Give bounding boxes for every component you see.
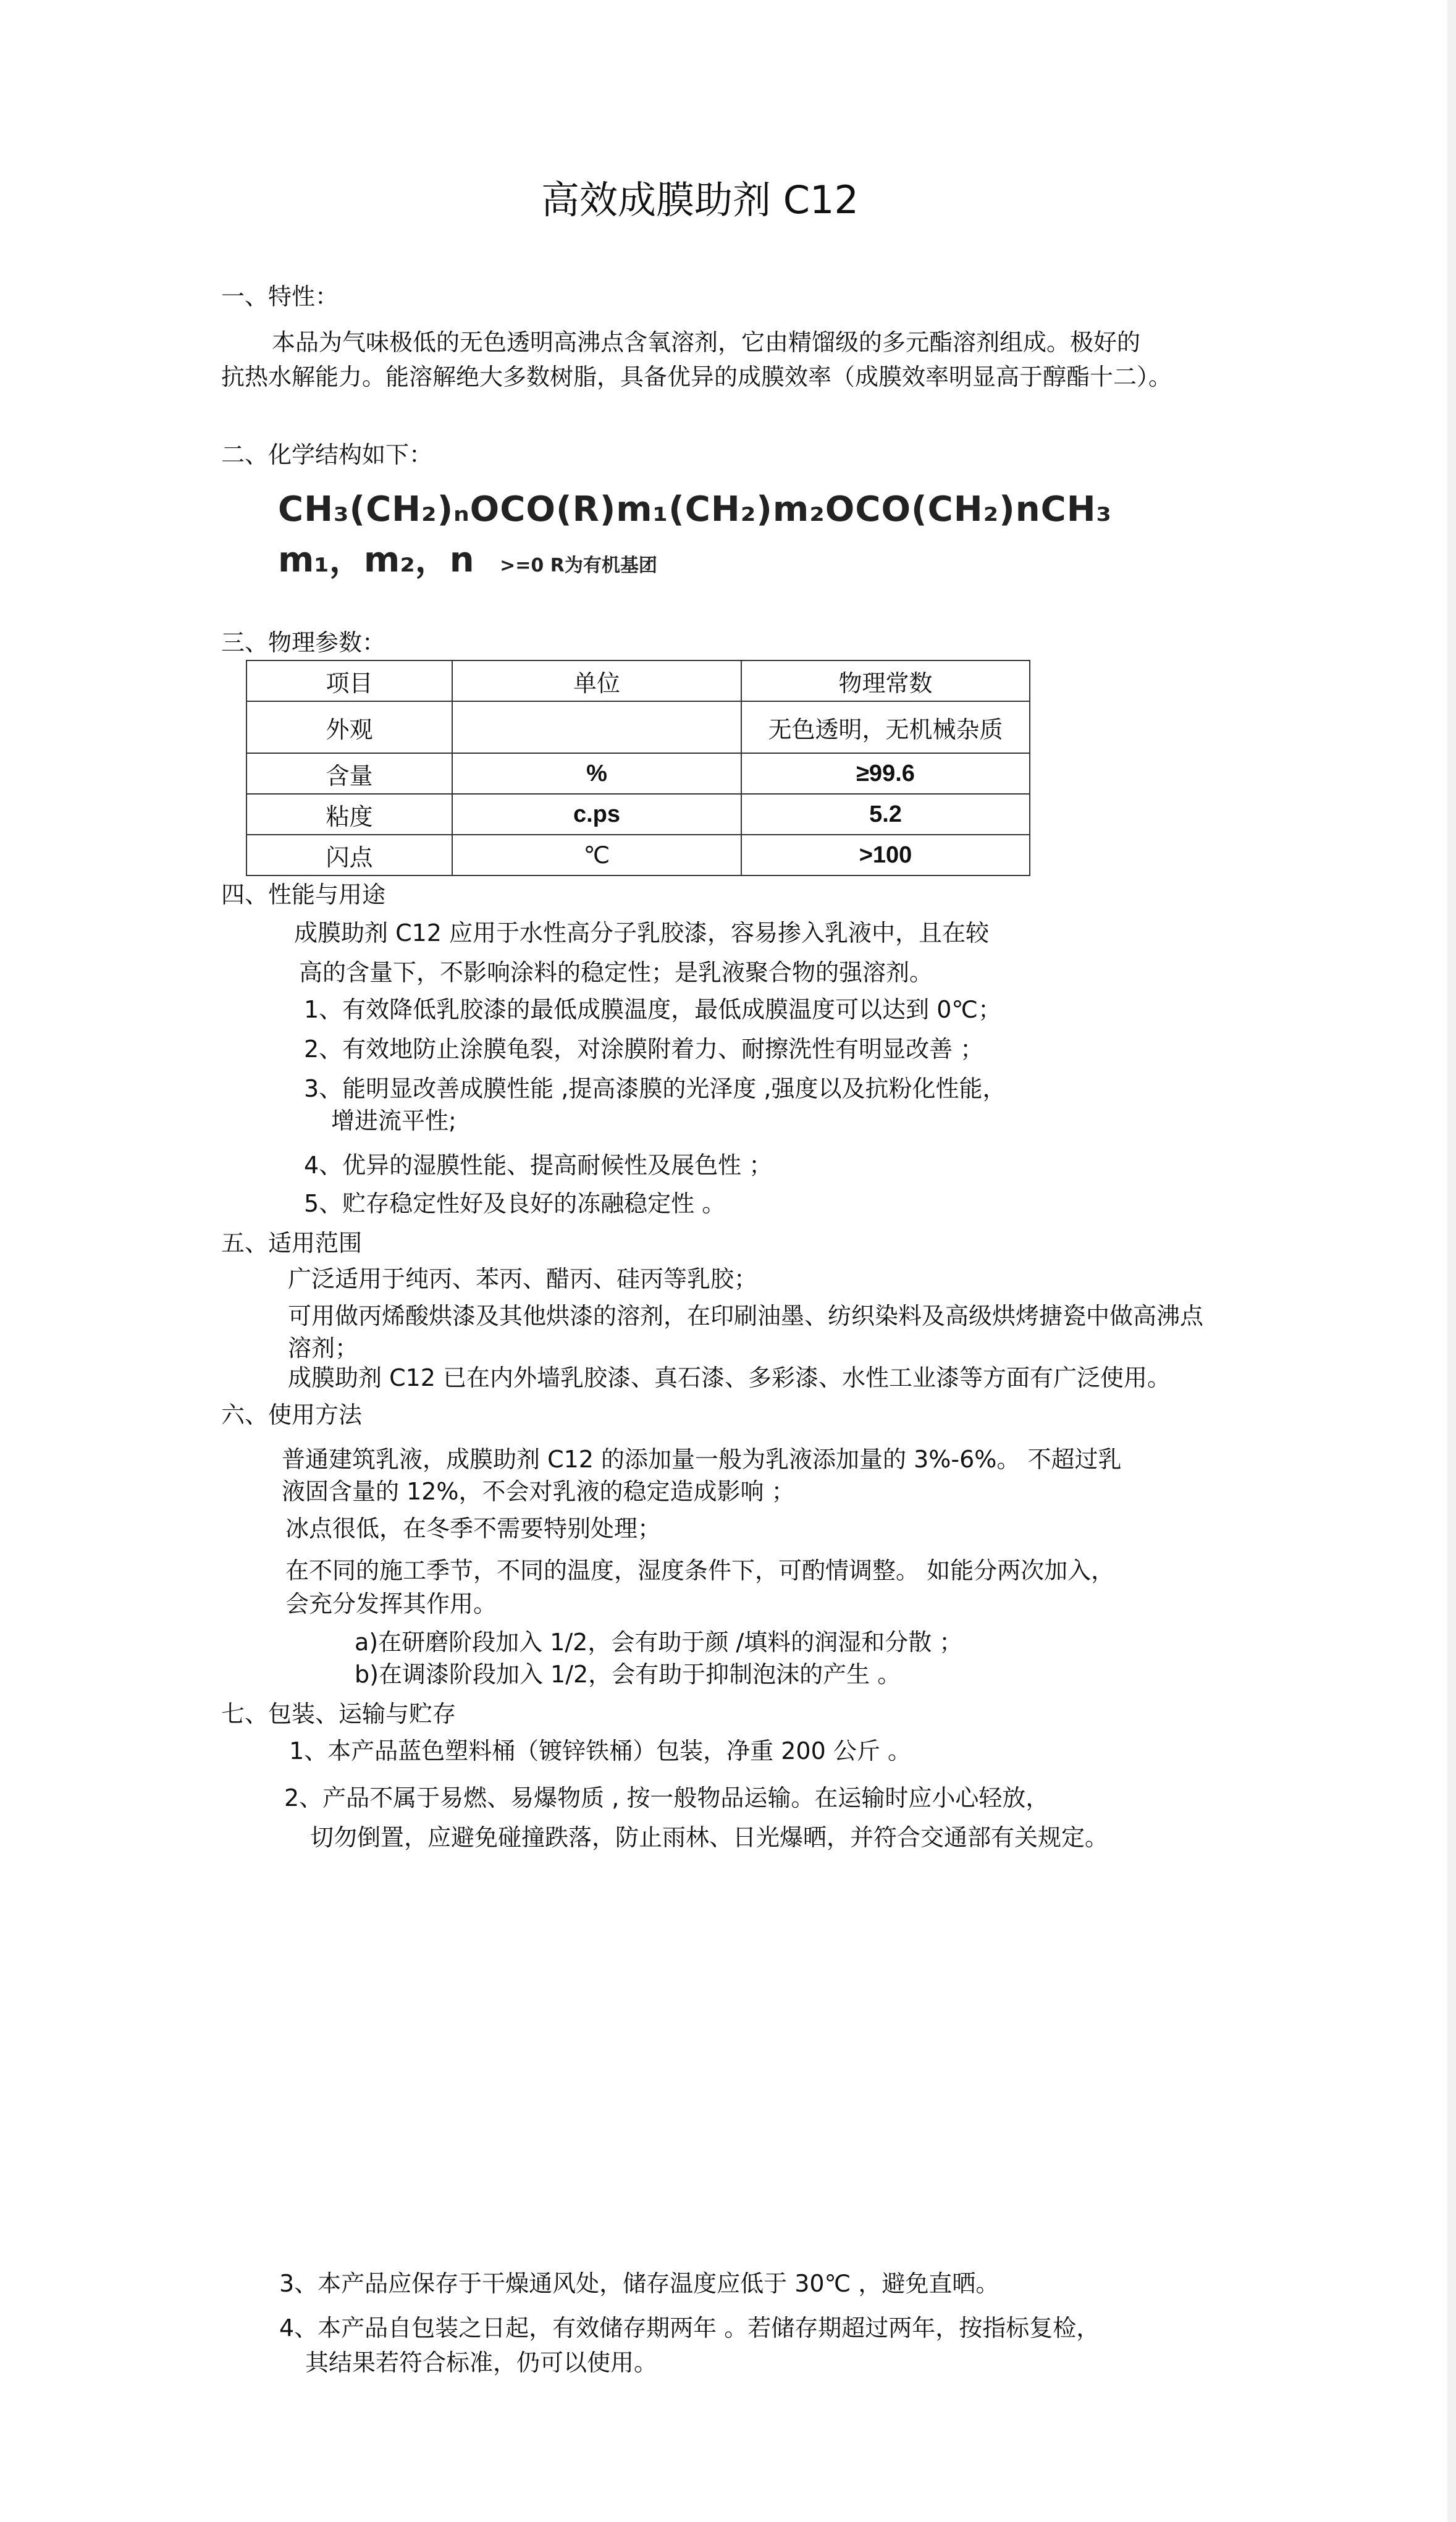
formula-line-2: [278, 539, 657, 588]
table-cell: 外观: [246, 701, 452, 753]
table-cell: 无色透明，无机械杂质: [741, 701, 1030, 753]
table-cell: 5.2: [741, 794, 1030, 835]
chemical-structure-formula: [278, 488, 1113, 593]
section-4-item-4: 4、优异的湿膜性能、提高耐候性及展色性 ；: [304, 1152, 773, 1179]
physical-parameters-table: [246, 660, 1030, 876]
section-6-heading: 六、使用方法: [221, 1401, 363, 1428]
table-cell: 粘度: [246, 794, 452, 835]
section-1-paragraph-line-1: 本品为气味极低的无色透明高沸点含氧溶剂，它由精馏级的多元酯溶剂组成。极好的: [272, 329, 1141, 356]
section-5-paragraph-3: 成膜助剂 C12 已在内外墙乳胶漆、真石漆、多彩漆、水性工业漆等方面有广泛使用。: [288, 1364, 1171, 1391]
section-4-item-2: 2、有效地防止涂膜龟裂，对涂膜附着力、耐擦洗性有明显改善 ；: [304, 1035, 984, 1063]
section-6-paragraph-3-line-2: 会充分发挥其作用。: [285, 1590, 497, 1617]
section-7-item-4-line-1: 4、本产品自包装之日起，有效储存期两年 。若储存期超过两年，按指标复检，: [279, 2314, 1100, 2342]
section-1-paragraph-line-2: 抗热水解能力。能溶解绝大多数树脂，具备优异的成膜效率（成膜效率明显高于醇酯十二）。: [221, 363, 1172, 390]
section-5-paragraph-2-line-2: 溶剂；: [288, 1335, 359, 1362]
table-cell: >100: [741, 835, 1030, 875]
table-header-cell: 物理常数: [741, 660, 1030, 701]
table-row: [246, 835, 1030, 875]
section-5-paragraph-1: 广泛适用于纯丙、苯丙、醋丙、硅丙等乳胶；: [288, 1265, 758, 1293]
table-header-cell: 项目: [246, 660, 452, 701]
page-title: 高效成膜助剂 C12: [541, 177, 859, 222]
table-cell: ℃: [452, 835, 741, 875]
section-7-item-4-line-2: 其结果若符合标准，仍可以使用。: [305, 2349, 658, 2376]
section-7-item-3: 3、本产品应保存于干燥通风处，储存温度应低于 30℃ ，避免直晒。: [279, 2270, 999, 2297]
table-row: [246, 753, 1030, 794]
section-4-item-3-line-2: 增进流平性;: [331, 1107, 457, 1134]
section-4-item-1: 1、有效降低乳胶漆的最低成膜温度，最低成膜温度可以达到 0℃；: [304, 996, 1002, 1023]
section-7-item-2-line-1: 2、产品不属于易燃、易爆物质 , 按一般物品运输。在运输时应小心轻放，: [284, 1784, 1050, 1811]
section-7-item-1: 1、本产品蓝色塑料桶（镀锌铁桶）包装，净重 200 公斤 。: [289, 1737, 911, 1765]
formula-line-1: CH₃(CH₂)ₙOCO(R)m₁(CH₂)m₂OCO(CH₂)nCH₃: [278, 489, 1113, 529]
formula-variables: m₁，m₂，n: [278, 540, 474, 580]
table-cell: 闪点: [246, 835, 452, 875]
section-5-paragraph-2-line-1: 可用做丙烯酸烘漆及其他烘漆的溶剂，在印刷油墨、纺织染料及高级烘烤搪瓷中做高沸点: [288, 1302, 1204, 1330]
section-2-heading: 二、化学结构如下：: [221, 441, 433, 468]
section-4-item-5: 5、贮存稳定性好及良好的冻融稳定性 。: [304, 1190, 726, 1217]
section-6-paragraph-3-line-1: 在不同的施工季节，不同的温度，湿度条件下，可酌情调整。 如能分两次加入，: [285, 1557, 1115, 1584]
section-4-item-3-line-1: 3、能明显改善成膜性能 ,提高漆膜的光泽度 ,强度以及抗粉化性能，: [304, 1075, 1006, 1102]
section-5-heading: 五、适用范围: [221, 1229, 363, 1257]
table-cell: [452, 701, 741, 753]
table-row: [246, 794, 1030, 835]
table-row: [246, 701, 1030, 753]
section-7-item-2-line-2: 切勿倒置，应避免碰撞跌落，防止雨林、日光爆晒，并符合交通部有关规定。: [310, 1824, 1109, 1851]
table-cell: %: [452, 753, 741, 794]
section-7-heading: 七、包装、运输与贮存: [221, 1700, 457, 1727]
table-header-cell: 单位: [452, 660, 741, 701]
section-6-step-a: a)在研磨阶段加入 1/2，会有助于颜 /填料的润湿和分散 ；: [355, 1629, 963, 1656]
table-cell: c.ps: [452, 794, 741, 835]
page-edge-shadow: [1447, 0, 1456, 2522]
section-6-paragraph-1-line-2: 液固含量的 12%，不会对乳液的稳定造成影响 ；: [282, 1478, 795, 1505]
section-1-heading: 一、特性：: [221, 283, 339, 310]
section-4-intro-line-2: 高的含量下，不影响涂料的稳定性；是乳液聚合物的强溶剂。: [299, 959, 933, 986]
table-header-row: [246, 660, 1030, 701]
table-cell: ≥99.6: [741, 753, 1030, 794]
section-4-intro-line-1: 成膜助剂 C12 应用于水性高分子乳胶漆，容易掺入乳液中，且在较: [294, 919, 990, 947]
formula-condition: >=0 R为有机基团: [500, 555, 657, 576]
table-cell: 含量: [246, 753, 452, 794]
section-6-step-b: b)在调漆阶段加入 1/2，会有助于抑制泡沫的产生 。: [355, 1661, 901, 1688]
section-4-heading: 四、性能与用途: [221, 881, 386, 908]
section-3-heading: 三、物理参数：: [221, 629, 386, 656]
section-6-paragraph-1-line-1: 普通建筑乳液，成膜助剂 C12 的添加量一般为乳液添加量的 3%-6%。 不超过乳: [282, 1446, 1122, 1473]
section-6-paragraph-2: 冰点很低，在冬季不需要特别处理；: [285, 1515, 662, 1542]
